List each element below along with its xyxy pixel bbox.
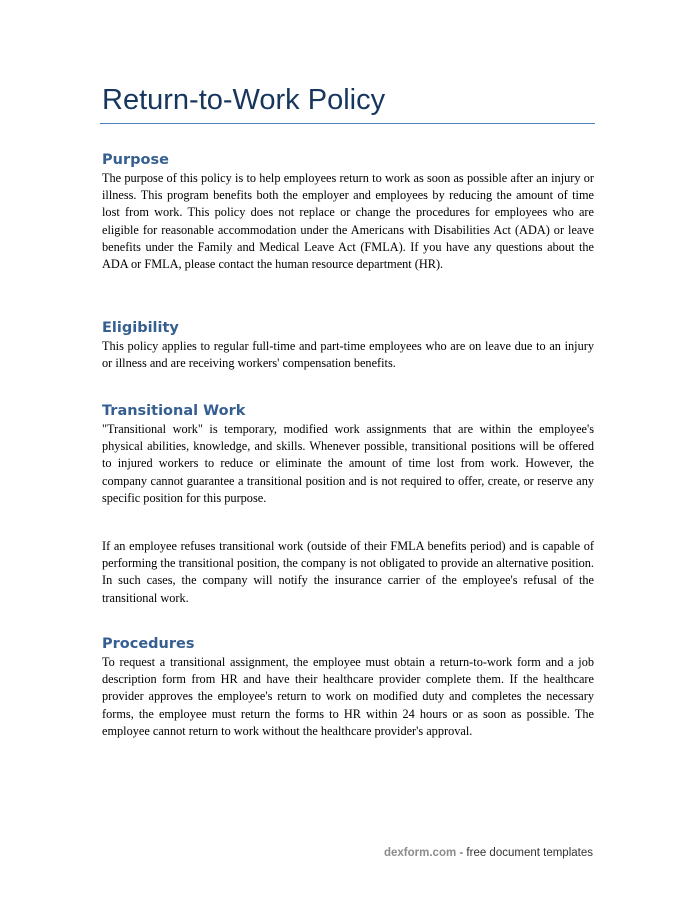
footer-brand-link[interactable]: dexform.com [383, 847, 457, 859]
page-title: Return-to-Work Policy [102, 84, 386, 116]
title-divider [100, 123, 595, 124]
procedures-paragraph: To request a transitional assignment, the employee must obtain a return-to-work form and a job description form from HR and have their healthcare provider complete them. If the healthcare provider approves the employee's return to work on modified duty and completes the necessary forms, the employee must return the forms to HR within 24 hours or as soon as possible. The employee cannot return to work without the healthcare provider's approval. [102, 655, 594, 738]
footer-credit [384, 846, 593, 860]
section-heading-purpose: Purpose [102, 152, 169, 168]
footer-tagline: - free document templates [456, 847, 593, 859]
transitional-work-paragraph-2: If an employee refuses transitional work (outside of their FMLA benefits period) and is capable of performing the transitional position, the company is not obligated to provide an alternative position. In such cases, the company will notify the insurance carrier of the employee's refusal of the transitional work. [102, 539, 594, 605]
section-heading-procedures: Procedures [102, 636, 195, 652]
section-purpose [102, 150, 594, 273]
transitional-work-paragraph-1: "Transitional work" is temporary, modified work assignments that are within the employee's physical abilities, knowledge, and skills. Whenever possible, transitional positions will be offered to injured workers to reduce or eliminate the amount of time lost from work. However, the company cannot guarantee a transitional position and is not required to offer, create, or reserve any specific position for this purpose. [102, 422, 594, 505]
section-procedures [102, 634, 594, 740]
section-transitional-work [102, 401, 594, 507]
purpose-paragraph: The purpose of this policy is to help employees return to work as soon as possible after an injury or illness. This program benefits both the employer and employees by reducing the amount of time lost from work. This policy does not replace or change the procedures for employees who are eligible for reasonable accommodation under the Americans with Disabilities Act (ADA) or leave benefits under the Family and Medical Leave Act (FMLA). If you have any questions about the ADA or FMLA, please contact the human resource department (HR). [102, 171, 594, 272]
eligibility-paragraph: This policy applies to regular full-time and part-time employees who are on leave due to an injury or illness and are receiving workers' compensation benefits. [102, 339, 594, 371]
section-transitional-work-continued [102, 538, 594, 607]
section-heading-eligibility: Eligibility [102, 320, 179, 336]
section-heading-transitional-work: Transitional Work [102, 403, 246, 419]
section-eligibility [102, 318, 594, 372]
